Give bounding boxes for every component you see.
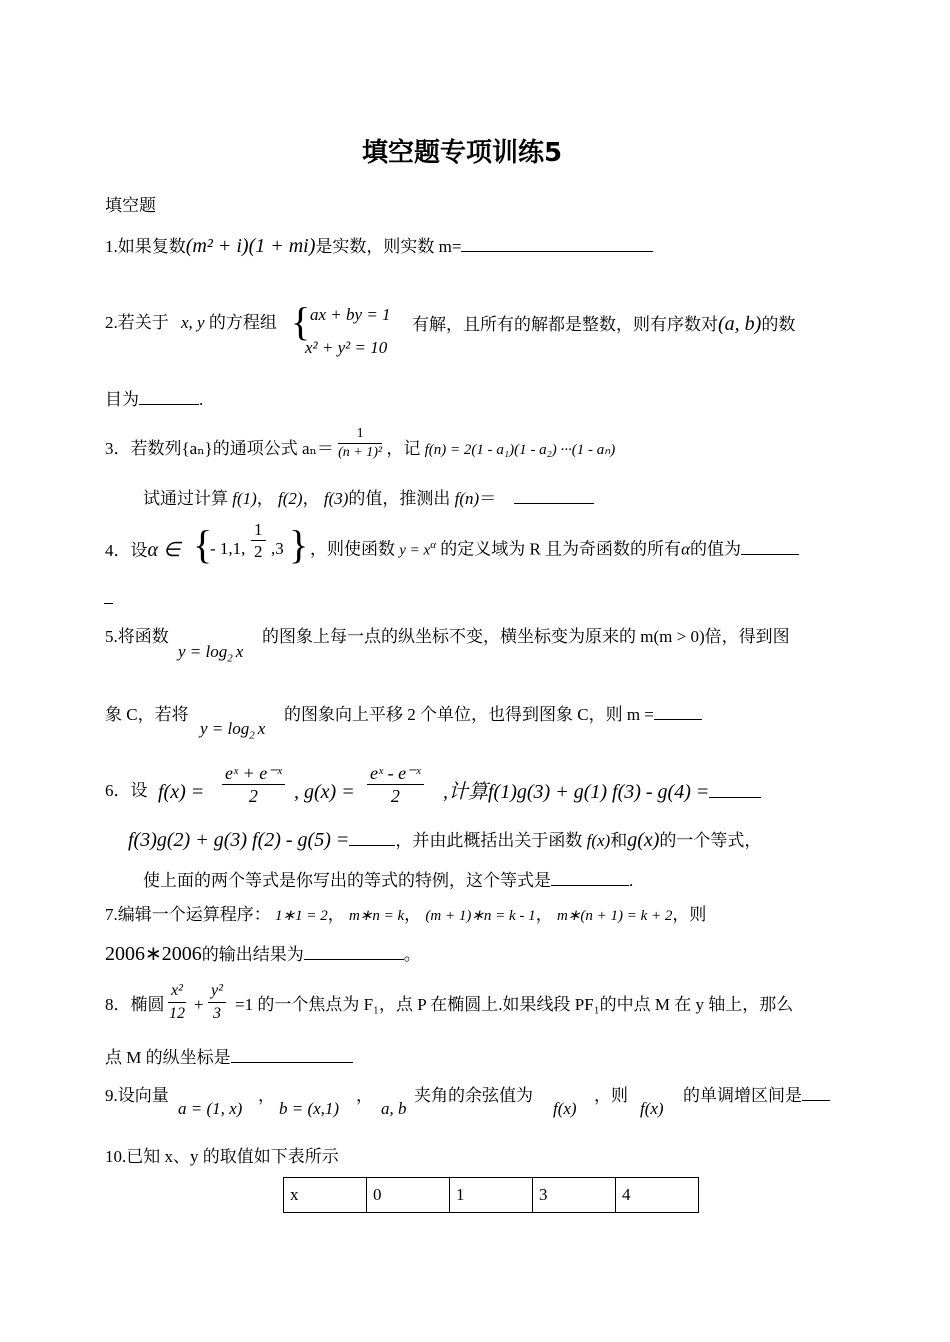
q4-alpha: α bbox=[681, 539, 690, 559]
q6-and: 和 bbox=[610, 831, 628, 850]
q3-sep-2: ， bbox=[302, 489, 320, 508]
question-2-line-1-end bbox=[412, 314, 795, 334]
table-cell-x-label: x bbox=[284, 1178, 367, 1213]
q2-system-brace: { bbox=[291, 299, 311, 344]
q6-g-fraction bbox=[367, 764, 424, 805]
q4-answer-blank[interactable] bbox=[741, 552, 799, 555]
q7-rule-3: (m + 1)∗n = k - 1 bbox=[425, 908, 536, 924]
q8-fraction-2-denominator: 3 bbox=[212, 1005, 221, 1022]
q2-mid: 的方程组 bbox=[208, 313, 277, 332]
q7-line-2-suffix: 的输出结果为 bbox=[201, 945, 304, 964]
q5-answer-blank[interactable] bbox=[654, 717, 702, 720]
q2-equation-1: ax + by = 1 bbox=[310, 305, 391, 324]
q2-suffix-2: 的数 bbox=[761, 315, 796, 334]
q6-g-definition: , g(x) = bbox=[294, 781, 355, 803]
q5-base: 2 bbox=[227, 652, 233, 665]
question-2-line-1 bbox=[105, 314, 277, 331]
question-8-line-2 bbox=[105, 1049, 353, 1066]
q6-f-denominator: 2 bbox=[248, 786, 258, 806]
q8-fraction-2-numerator: y² bbox=[208, 982, 226, 1003]
q3-f3: f(3) bbox=[323, 489, 349, 508]
table-cell: 3 bbox=[533, 1178, 616, 1213]
q7-sep-2: ， bbox=[404, 905, 422, 924]
q6-line-2-suffix: 的一个等式， bbox=[659, 831, 762, 850]
q4-suffix: 的定义域为 R 且为奇函数的所有 bbox=[440, 539, 682, 559]
q9-mid: 夹角的余弦值为 bbox=[414, 1086, 533, 1105]
question-6-line-2 bbox=[128, 830, 761, 850]
q6-calculation: ,计算f(1)g(3) + g(1) f(3) - g(4) = bbox=[443, 781, 710, 803]
q5-function-repeat bbox=[200, 720, 265, 741]
q4-set-open-brace: { bbox=[193, 522, 213, 567]
q3-answer-blank[interactable] bbox=[514, 501, 594, 504]
q6-prefix: 6．设 bbox=[105, 781, 148, 800]
q4-exponent: α bbox=[430, 539, 436, 551]
q3-f1: f(1) bbox=[232, 489, 257, 508]
q1-expression: (m² + i)(1 + mi) bbox=[185, 235, 316, 257]
q4-suffix-2: 的值为 bbox=[690, 539, 741, 559]
q6-g-numerator: eˣ - e⁻ˣ bbox=[367, 764, 424, 785]
page-title: 填空题专项训练5 bbox=[362, 138, 563, 168]
q6-line-2-mid: ，并由此概括出关于函数 bbox=[395, 831, 583, 850]
q1-answer-blank[interactable] bbox=[461, 249, 653, 252]
q9-vector-b: b = (x,1) bbox=[279, 1099, 340, 1118]
q6-f-definition: f(x) = bbox=[158, 781, 205, 803]
q3-fraction-denominator: (n + 1)² bbox=[338, 444, 383, 460]
q7-answer-blank[interactable] bbox=[304, 957, 404, 960]
q5-function bbox=[178, 643, 243, 664]
q3-line-2-mid: 的值，推测出 bbox=[348, 489, 451, 508]
q6-line-3-end: . bbox=[629, 871, 634, 890]
q9-comma-2: ， bbox=[356, 1086, 373, 1105]
q2-vars: x, y bbox=[181, 313, 205, 332]
q9-vector-a: a = (1, x) bbox=[178, 1099, 243, 1118]
table-cell: 0 bbox=[367, 1178, 450, 1213]
q9-prefix: 9.设向量 bbox=[105, 1086, 169, 1105]
q5-line-2-suffix: 的图象向上平移 2 个单位，也得到图象 C，则 m = bbox=[284, 705, 654, 724]
q4-alpha-in: α ∈ bbox=[147, 539, 181, 561]
q8-fraction-2 bbox=[208, 982, 226, 1023]
q6-answer-blank-2[interactable] bbox=[349, 843, 395, 846]
q3-prefix: 3．若数列{aₙ}的通项公式 aₙ＝ bbox=[105, 439, 334, 458]
q7-rule-4: m∗(n + 1) = k + 2 bbox=[556, 908, 673, 924]
q2-answer-blank[interactable] bbox=[139, 402, 199, 405]
question-9-end bbox=[683, 1087, 830, 1104]
q2-line-2: 目为 bbox=[105, 390, 139, 409]
q8-fraction-1 bbox=[168, 982, 186, 1023]
table-cell: 4 bbox=[616, 1178, 699, 1213]
question-1 bbox=[105, 236, 653, 256]
q1-suffix: 是实数，则实数 m= bbox=[315, 237, 462, 256]
q6-answer-blank-3[interactable] bbox=[551, 883, 629, 886]
q10-text: 10.已知 x、y 的取值如下表所示 bbox=[105, 1147, 339, 1166]
q6-f-fraction bbox=[222, 764, 285, 805]
q8-line-2: 点 M 的纵坐标是 bbox=[105, 1048, 231, 1067]
q6-fx: f(x) bbox=[586, 831, 611, 850]
q5-suffix: 的图象上每一点的纵坐标不变，横坐标变为原来的 m(m > 0)倍，得到图 bbox=[262, 627, 790, 646]
q4-set-end: ,3 bbox=[271, 539, 284, 558]
q2-equation-2: x² + y² = 10 bbox=[305, 338, 388, 357]
question-3-line-2 bbox=[143, 490, 594, 507]
question-2-line-2 bbox=[105, 391, 203, 408]
q9-vectors-ab: a, b bbox=[381, 1099, 407, 1118]
q8-prefix: 8．椭圆 bbox=[105, 995, 165, 1014]
q2-prefix: 2.若关于 bbox=[105, 313, 169, 332]
q5-function-name-repeat: y = log bbox=[200, 719, 250, 738]
q7-rule-1: 1∗1 = 2 bbox=[275, 908, 328, 924]
q4-prefix: 4．设 bbox=[105, 541, 148, 560]
question-6-line-1-end bbox=[443, 782, 761, 802]
q4-answer-blank-continued[interactable] bbox=[104, 603, 113, 604]
q9-fx-repeat: f(x) bbox=[640, 1099, 664, 1118]
q8-plus: + bbox=[194, 995, 204, 1014]
question-7-line-2 bbox=[105, 944, 421, 964]
q7-sep-3: ， bbox=[535, 905, 553, 924]
q6-answer-blank-1[interactable] bbox=[709, 795, 761, 798]
q3-fraction-numerator: 1 bbox=[338, 427, 382, 444]
q6-line-3: 使上面的两个等式是你写出的等式的特例，这个等式是 bbox=[143, 871, 551, 890]
question-5-line-2-end bbox=[284, 706, 702, 723]
q6-line-2-expression: f(3)g(2) + g(3) f(2) - g(5) = bbox=[128, 829, 350, 851]
q7-prefix: 7.编辑一个运算程序： bbox=[105, 905, 271, 924]
q3-f2: f(2) bbox=[278, 489, 303, 508]
q3-line-2-prefix: 试通过计算 bbox=[143, 489, 228, 508]
q8-suffix: =1 的一个焦点为 F₁，点 P 在椭圆上.如果线段 PF₁的中点 M 在 y 轴上，那么 bbox=[235, 995, 794, 1014]
q7-expression: 2006∗2006 bbox=[105, 943, 202, 965]
table-cell: 1 bbox=[450, 1178, 533, 1213]
q5-variable: x bbox=[235, 642, 244, 661]
q3-line-2-eq: ＝ bbox=[479, 489, 497, 508]
q2-pair: (a, b) bbox=[718, 313, 762, 335]
q3-expression: f(n) = 2(1 - a₁)(1 - a₂) ···(1 - aₙ) bbox=[424, 442, 616, 458]
q1-prefix: 1.如果复数 bbox=[105, 237, 186, 256]
q4-function: y = x bbox=[399, 542, 431, 559]
question-3-line-1 bbox=[105, 425, 616, 460]
q5-function-name: y = log bbox=[178, 642, 228, 661]
q4-half-numerator: 1 bbox=[251, 521, 266, 541]
question-7-line-1 bbox=[105, 906, 706, 924]
question-4-rest bbox=[310, 540, 799, 559]
q10-value-table bbox=[283, 1177, 699, 1213]
q5-variable-repeat: x bbox=[257, 719, 266, 738]
q9-answer-blank[interactable] bbox=[802, 1098, 830, 1101]
q7-line-2-end: 。 bbox=[403, 945, 421, 964]
q4-mid: ，则使函数 bbox=[310, 539, 395, 559]
q8-fraction-1-numerator: x² bbox=[168, 982, 186, 1003]
question-6-line-3 bbox=[143, 872, 633, 889]
q4-set: - 1,1, bbox=[210, 539, 246, 558]
q9-mid-2: ，则 bbox=[594, 1086, 628, 1105]
q5-prefix: 5.将函数 bbox=[105, 627, 169, 646]
table-row bbox=[284, 1178, 699, 1213]
q3-sep-1: ， bbox=[256, 489, 274, 508]
q3-mid: ，记 bbox=[386, 439, 421, 458]
q2-suffix-1: 有解，且所有的解都是整数，则有序数对 bbox=[412, 315, 718, 334]
q5-line-2-prefix: 象 C，若将 bbox=[105, 705, 189, 724]
q6-gx: g(x) bbox=[627, 829, 660, 851]
q4-set-close-brace: } bbox=[289, 522, 309, 567]
q4-half-fraction bbox=[251, 521, 266, 560]
q3-fraction bbox=[338, 427, 382, 460]
q8-fraction-1-denominator: 12 bbox=[168, 1005, 185, 1022]
question-4 bbox=[105, 540, 180, 560]
q3-fn: f(n) bbox=[454, 489, 480, 508]
q6-g-denominator: 2 bbox=[390, 786, 400, 806]
q9-comma-1: ， bbox=[258, 1086, 275, 1105]
q4-half-denominator: 2 bbox=[254, 542, 263, 561]
q5-base-repeat: 2 bbox=[249, 729, 255, 742]
q9-fx: f(x) bbox=[553, 1099, 577, 1118]
q6-f-numerator: eˣ + e⁻ˣ bbox=[222, 764, 285, 785]
q7-sep-1: ， bbox=[327, 905, 345, 924]
section-label: 填空题 bbox=[105, 196, 156, 215]
q8-answer-blank[interactable] bbox=[231, 1060, 353, 1063]
q9-suffix: 的单调增区间是 bbox=[683, 1086, 802, 1105]
q7-rule-2: m∗n = k bbox=[348, 908, 405, 924]
q7-then: ，则 bbox=[672, 905, 707, 924]
q2-end: . bbox=[199, 390, 204, 409]
